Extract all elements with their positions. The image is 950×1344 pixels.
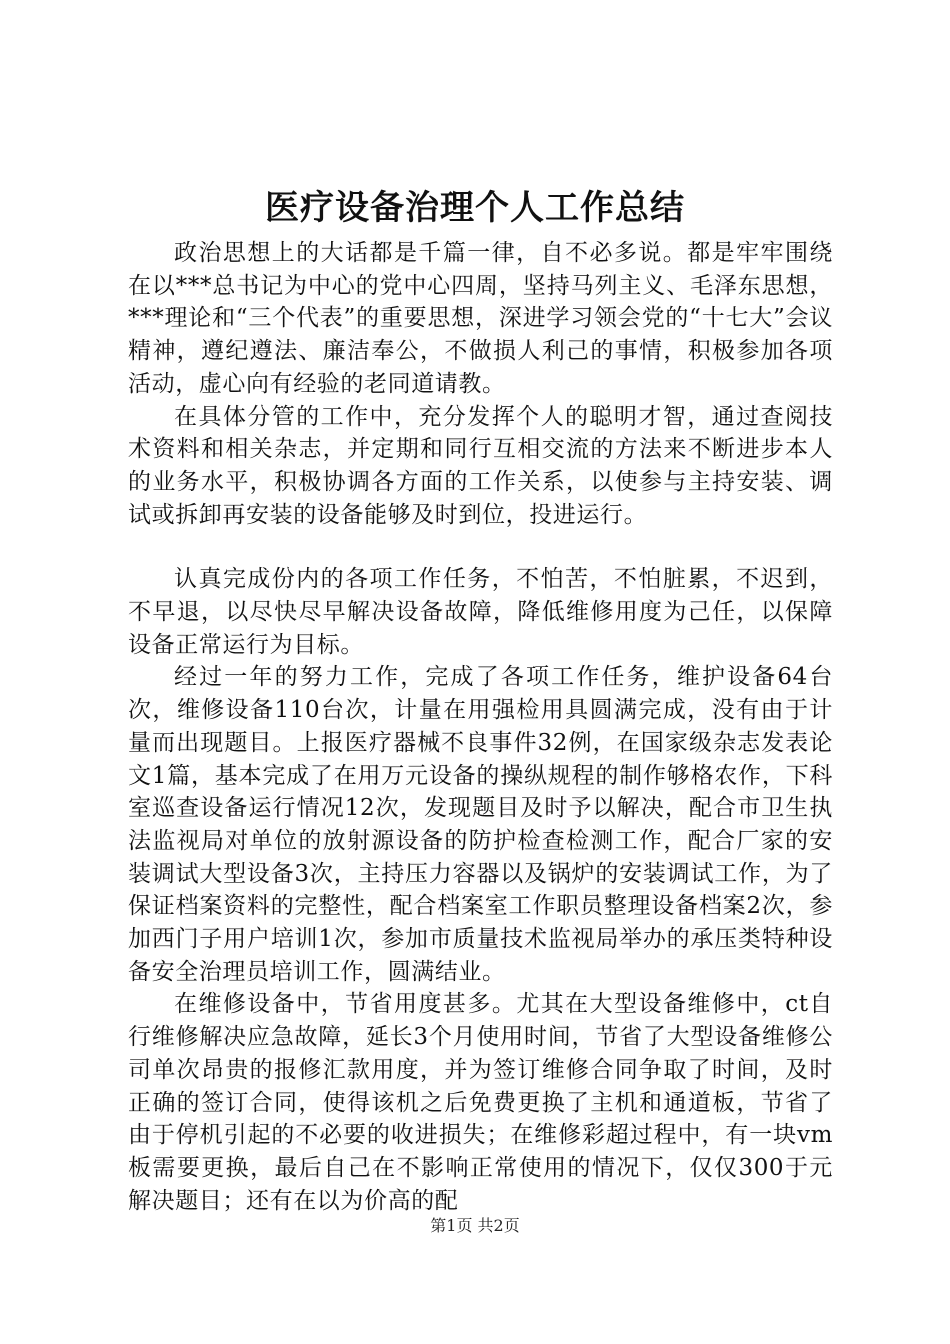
paragraph-work-management: 在具体分管的工作中，充分发挥个人的聪明才智，通过查阅技术资料和相关杂志，并定期和同行互相交流的方法来不断进步本人的业务水平，积极协调各方面的工作关系，以使参与主持安装、调试或拆卸再安装的设备能够及时到位，投进运行。 bbox=[128, 403, 833, 528]
paragraph-duties: 认真完成份内的各项工作任务，不怕苦，不怕脏累，不迟到，不早退，以尽快尽早解决设备故障，降低维修用度为己任，以保障设备正常运行为目标。 bbox=[128, 566, 833, 658]
paragraph-annual-achievements: 经过一年的努力工作，完成了各项工作任务，维护设备64台次，维修设备110台次，计量在用强检用具圆满完成，没有由于计量而出现题目。上报医疗器械不良事件32例，在国家级杂志发表论文1篇，基本完成了在用万元设备的操纵规程的制作够格农作，下科室巡查设备运行情况12次，发现题目及时予以解决，配合市卫生执法监视局对单位的放射源设备的防护检查检测工作，配合厂家的安装调试大型设备3次，主持压力容器以及锅炉的安装调试工作，为了保证档案资料的完整性，配合档案室工作职员整理设备档案2次，参加西门子用户培训1次，参加市质量技术监视局举办的承压类特种设备安全治理员培训工作，圆满结业。 bbox=[128, 664, 833, 985]
paragraph-political-thought: 政治思想上的大话都是千篇一律，自不必多说。都是牢牢围绕在以***总书记为中心的党中心四周，坚持马列主义、毛泽东思想，***理论和“三个代表”的重要思想，深进学习领会党的“十七大”会议精神，遵纪遵法、廉洁奉公，不做损人利己的事情，积极参加各项活动，虚心向有经验的老同道请教。 bbox=[128, 240, 833, 397]
page-number-footer: 第1页 共2页 bbox=[430, 1216, 520, 1235]
page-title: 医疗设备治理个人工作总结 bbox=[265, 188, 685, 228]
paragraph-cost-savings: 在维修设备中，节省用度甚多。尤其在大型设备维修中，ct自行维修解决应急故障，延长3个月使用时间，节省了大型设备维修公司单次昂贵的报修汇款用度，并为签订维修合同争取了时间，及时正确的签订合同，使得该机之后免费更换了主机和通道板，节省了由于停机引起的不必要的收进损失；在维修彩超过程中，有一块vm板需要更换，最后自己在不影响正常使用的情况下，仅仅300于元解决题目；还有在以为价高的配 bbox=[128, 991, 833, 1214]
document-body bbox=[128, 237, 833, 1217]
